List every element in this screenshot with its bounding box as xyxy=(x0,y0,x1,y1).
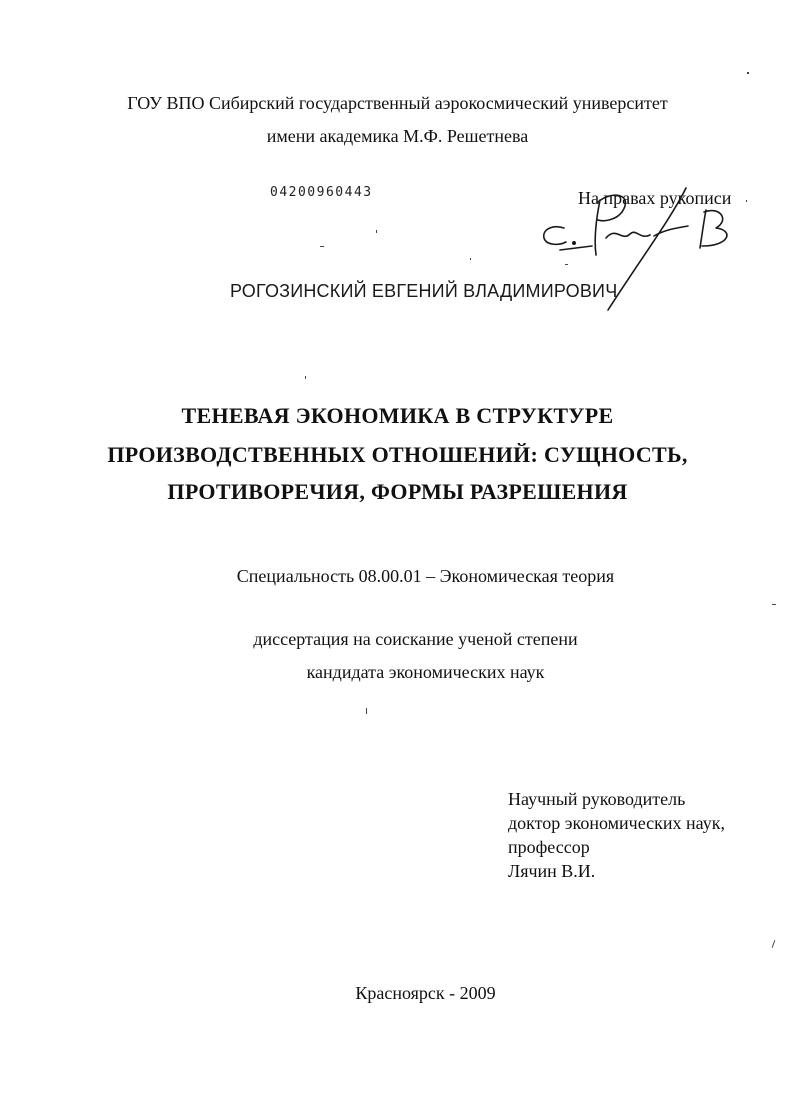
degree-line-1: диссертация на соискание ученой степени xyxy=(253,629,578,649)
scan-speck xyxy=(470,258,471,260)
serial-number: 04200960443 xyxy=(270,185,373,200)
scan-speck xyxy=(305,376,306,379)
degree-line-2: кандидата экономических наук xyxy=(306,662,545,682)
manuscript-rights: На правах рукописи xyxy=(578,188,732,208)
scan-speck xyxy=(772,940,776,948)
supervisor-rank: профессор xyxy=(508,837,590,857)
scan-speck xyxy=(746,200,747,202)
title-line-1: ТЕНЕВАЯ ЭКОНОМИКА В СТРУКТУРЕ xyxy=(181,403,614,428)
scan-speck xyxy=(320,246,324,247)
specialty: Специальность 08.00.01 – Экономическая теория xyxy=(236,566,615,586)
title-line-2: ПРОИЗВОДСТВЕННЫХ ОТНОШЕНИЙ: СУЩНОСТЬ, xyxy=(107,442,688,467)
supervisor-degree: доктор экономических наук, xyxy=(508,813,725,833)
scan-speck xyxy=(366,708,367,714)
scan-speck xyxy=(772,604,776,605)
scan-speck xyxy=(376,230,377,233)
footer-city-year: Красноярск - 2009 xyxy=(355,983,496,1003)
supervisor-name: Лячин В.И. xyxy=(508,861,596,881)
supervisor-label: Научный руководитель xyxy=(508,789,686,809)
scan-speck xyxy=(565,264,568,265)
title-line-3: ПРОТИВОРЕЧИЯ, ФОРМЫ РАЗРЕШЕНИЯ xyxy=(167,479,628,504)
university-line-1: ГОУ ВПО Сибирский государственный аэрокосмический университет xyxy=(127,93,668,113)
university-line-2: имени академика М.Ф. Решетнева xyxy=(266,126,529,146)
scan-speck xyxy=(747,72,749,74)
author-name: РОГОЗИНСКИЙ ЕВГЕНИЙ ВЛАДИМИРОВИЧ xyxy=(230,281,618,301)
